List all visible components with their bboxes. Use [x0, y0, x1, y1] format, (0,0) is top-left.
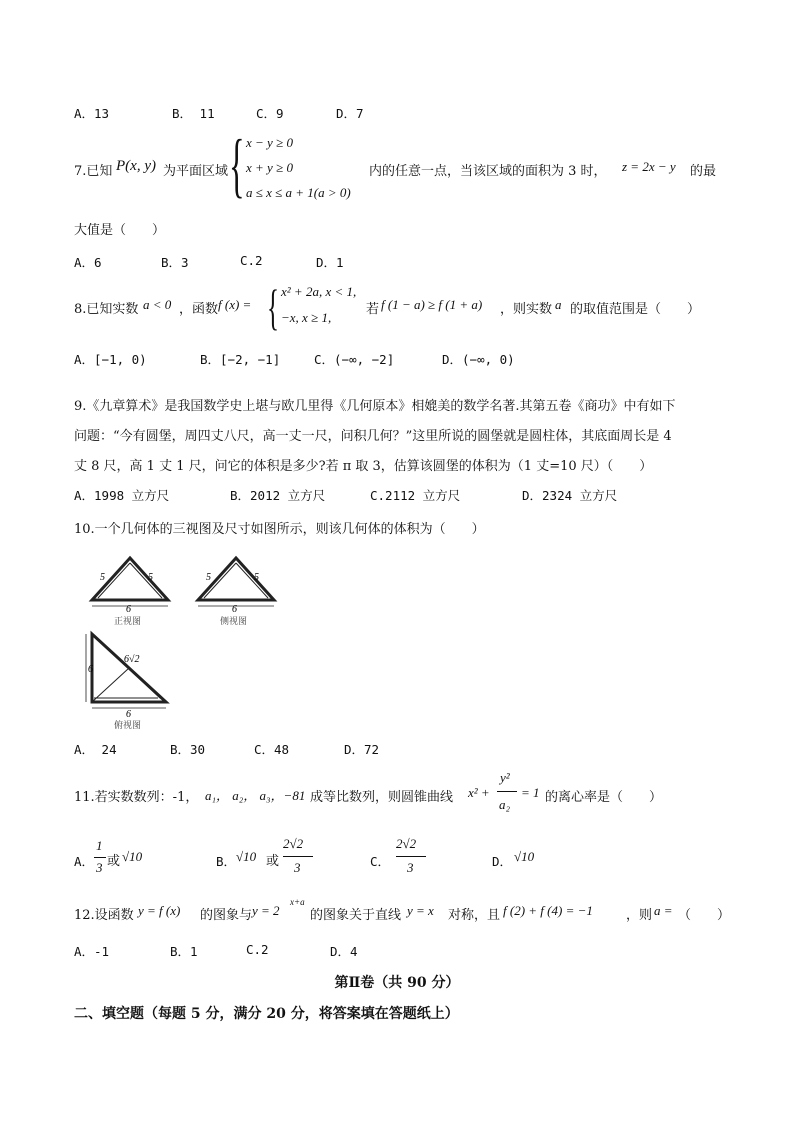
q7-line2: 大值是（ ） [74, 223, 166, 238]
q8-ineq: f (1 − a) ≥ f (1 + a) [381, 297, 483, 312]
side-view-dim-right: 5 [254, 572, 259, 583]
q11-option-b-label: B． [216, 854, 237, 869]
q11-option-b-bar [283, 856, 313, 857]
q6-option-b: B． 11 [172, 106, 215, 121]
q9-option-d: D．2324 立方尺 [522, 488, 618, 503]
q7-system-1: x − y ≥ 0 [246, 135, 293, 150]
q10-text: 10.一个几何体的三视图及尺寸如图所示，则该几何体的体积为（ ） [74, 522, 485, 537]
q8-cond: a < 0 [143, 297, 172, 312]
q9-option-b: B．2012 立方尺 [230, 488, 326, 503]
q7-brace: { [229, 125, 245, 205]
q12-exp: x+a [290, 897, 305, 907]
q12-option-a: A．-1 [74, 944, 110, 959]
q6-options [74, 104, 364, 122]
q11-option-d-root: √10 [514, 849, 535, 864]
q8-mid: ，函数 [179, 302, 219, 317]
q12-tail: ，则 [626, 908, 653, 923]
q7-system-2: x + y ≥ 0 [246, 160, 293, 175]
q12-option-d: D．4 [330, 944, 358, 959]
side-view-label: 侧视图 [220, 616, 248, 626]
section2-heading: 二、填空题（每题 5 分，满分 20 分，将答案填在答题纸上） [74, 1006, 459, 1022]
front-view-inner-right [130, 563, 162, 598]
q9-line1: 9.《九章算术》是我国数学史上堪与欧几里得《几何原本》相媲美的数学名著.其第五卷《商功》中有如下 [74, 399, 676, 414]
q11-option-c-label: C． [370, 854, 391, 869]
front-view-dim-right: 5 [148, 572, 153, 583]
q8-prefix: 8.已知实数 [74, 302, 139, 317]
side-view-dim-bottom: 6 [232, 604, 237, 615]
q11-option-a-bar [94, 857, 106, 858]
q6-option-c: C．9 [256, 106, 284, 121]
q12-cond: f (2) + f (4) = −1 [503, 903, 593, 918]
q11-end: 的离心率是（ ） [545, 790, 663, 805]
q11-option-b-den: 3 [294, 860, 301, 875]
q11-mid: 成等比数列，则圆锥曲线 [310, 790, 454, 805]
q7-suffix: 内的任意一点，当该区域的面积为 3 时， [369, 164, 607, 179]
q7-mid: 为平面区域 [163, 164, 229, 179]
front-view-dim-bottom: 6 [126, 604, 131, 615]
q9-option-c: C.2112 立方尺 [370, 488, 461, 503]
q12-f1: y = f (x) [138, 903, 181, 918]
q12-option-c: C.2 [246, 942, 269, 957]
part2-title: 第Ⅱ卷（共 90 分） [334, 975, 460, 991]
q12-f2: y = 2 [252, 903, 280, 918]
q11-prefix: 11.若实数数列：-1， [74, 790, 199, 805]
side-view-figure [190, 552, 286, 626]
q11-option-a-or: 或 [107, 854, 121, 869]
q12-mid: 的图象与 [200, 908, 253, 923]
q12-var: a = [654, 903, 673, 918]
q7-tail: 的最 [690, 164, 717, 179]
q11-option-c-den: 3 [407, 860, 414, 875]
q8-end: 的取值范围是（ ） [570, 302, 701, 317]
q9-line2: 问题：“今有圆堡，周四丈八尺，高一丈一尺，问积几何？”这里所说的圆堡就是圆柱体，其底面周长是 4 [74, 429, 672, 444]
q11-option-b-root: √10 [236, 849, 257, 864]
q8-tail: ，则实数 [500, 302, 553, 317]
q8-option-a: A．[−1, 0) [74, 352, 147, 367]
q10-option-b: B．30 [170, 742, 206, 757]
q8-var: a [555, 297, 562, 312]
q7-option-c: C.2 [240, 253, 263, 268]
q8-suffix: 若 [366, 302, 380, 317]
q8-fx: f (x) = [218, 297, 252, 312]
q6-option-a: A．13 [74, 106, 110, 121]
q7-option-b: B．3 [161, 255, 189, 270]
q7-func: z = 2x − y [622, 159, 676, 174]
q11-curve-fraction-bar [497, 791, 517, 792]
q7-point: P(x, y) [116, 158, 156, 174]
top-view-figure [80, 628, 180, 730]
q6-option-d: D．7 [336, 106, 364, 121]
q11-option-a-den: 3 [96, 860, 103, 875]
q11-seq: a₁， a₂， a₃，−81 [205, 788, 306, 803]
top-view-median [92, 668, 129, 702]
q7-option-d: D．1 [316, 255, 344, 270]
q12-options [74, 942, 358, 960]
top-view-label: 俯视图 [114, 720, 142, 730]
q10-option-d: D．72 [344, 742, 380, 757]
q8-brace: { [267, 279, 279, 335]
side-view-dim-left: 5 [206, 572, 211, 583]
q7-system-3: a ≤ x ≤ a + 1(a > 0) [246, 185, 351, 200]
q11-option-b-or: 或 [266, 854, 280, 869]
q9-line3: 丈 8 尺，高 1 丈 1 尺，问它的体积是多少?若 π 取 3，估算该圆堡的体积为（1 丈=10 尺）（ ） [74, 459, 653, 474]
q11-option-a-root: √10 [122, 849, 143, 864]
q7-option-a: A．6 [74, 255, 102, 270]
q11-curve-num: y² [500, 770, 510, 785]
front-view-dim-left: 5 [100, 572, 105, 583]
q9-option-a: A．1998 立方尺 [74, 488, 170, 503]
q11-option-c-bar [396, 856, 426, 857]
q11-option-b-num: 2√2 [283, 836, 304, 851]
q8-case-2: −x, x ≥ 1, [281, 310, 332, 325]
top-view-dim-left: 6 [88, 664, 93, 675]
q8-options [74, 350, 515, 368]
q11-curve-x: x² + [468, 785, 490, 800]
q10-options [74, 740, 380, 758]
front-view-figure [84, 552, 180, 626]
q12-option-b: B．1 [170, 944, 198, 959]
q11-curve-den: a₂ [499, 797, 511, 812]
q7-prefix: 7.已知 [74, 164, 113, 179]
q12-line: y = x [407, 903, 434, 918]
q8-option-b: B．[−2, −1] [200, 352, 281, 367]
side-view-inner-right [236, 563, 268, 598]
q12-mid2: 的图象关于直线 [310, 908, 402, 923]
q12-end: （ ） [678, 908, 731, 923]
q10-option-c: C．48 [254, 742, 290, 757]
q7-options [74, 253, 344, 271]
q12-mid3: 对称，且 [448, 908, 501, 923]
q12-prefix: 12.设函数 [74, 908, 134, 923]
q11-option-a-label: A． [74, 854, 95, 869]
top-view-dim-bottom: 6 [126, 709, 131, 720]
q11-option-c-num: 2√2 [396, 836, 417, 851]
q11-curve-eq: = 1 [521, 785, 540, 800]
q11-option-d-label: D． [492, 854, 513, 869]
front-view-label: 正视图 [114, 616, 142, 626]
q11-option-a-num: 1 [96, 838, 103, 853]
q10-option-a: A． 24 [74, 742, 117, 757]
q8-case-1: x² + 2a, x < 1, [281, 284, 357, 299]
q9-options [74, 486, 618, 504]
top-view-dim-diagonal: 6√2 [124, 654, 140, 665]
q8-option-d: D．(−∞, 0) [442, 352, 515, 367]
q8-option-c: C．(−∞, −2] [314, 352, 395, 367]
